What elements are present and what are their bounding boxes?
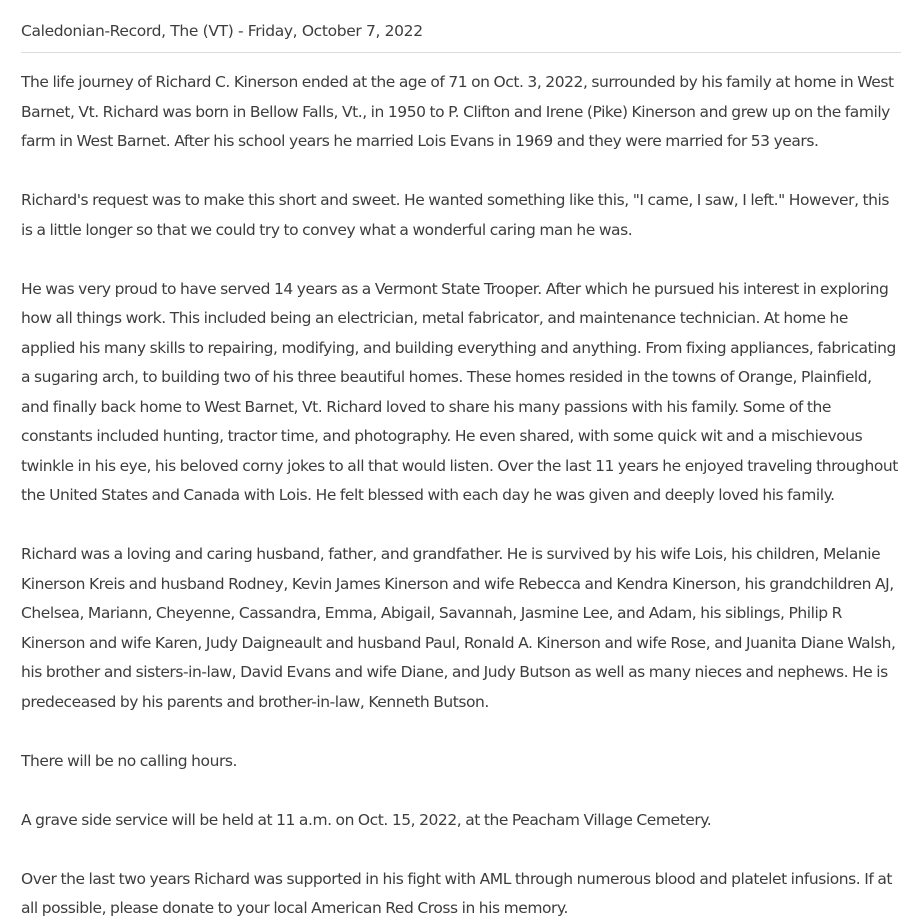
paragraph-service: A grave side service will be held at 11 a.m. on Oct. 15, 2022, at the Peacham Village Cemetery. [21,810,712,829]
obituary-body [21,68,901,924]
publication-header: Caledonian-Record, The (VT) - Friday, October 7, 2022 [21,22,423,40]
header-divider [21,52,901,53]
paragraph-survivors: Richard was a loving and caring husband, father, and grandfather. He is survived by his wife Lois, his children, Melanie Kinerson Kreis and husband Rodney, Kevin James Kinerson and wife Rebecca and Kendra Kinerson, his grandchildren AJ, Chelsea, Mariann, Cheyenne, Cassandra, Emma, Abigail, Savannah, Jasmine Lee, and Adam, his siblings, Philip R Kinerson and wife Karen, Judy Daigneault and husband Paul, Ronald A. Kinerson and wife Rose, and Juanita Diane Walsh, his brother and sisters-in-law, David Evans and wife Diane, and Judy Butson as well as many nieces and nephews. He is predeceased by his parents and brother-in-law, Kenneth Butson. [21,545,896,711]
paragraph-life-journey: The life journey of Richard C. Kinerson ended at the age of 71 on Oct. 3, 2022, surrounded by his family at home in West Barnet, Vt. Richard was born in Bellow Falls, Vt., in 1950 to P. Clifton and Irene (Pike) Kinerson and grew up on the family farm in West Barnet. After his school years he married Lois Evans in 1969 and they were married for 53 years. [21,73,894,150]
paragraph-calling-hours: There will be no calling hours. [21,751,237,770]
paragraph-career: He was very proud to have served 14 years as a Vermont State Trooper. After which he pursued his interest in exploring how all things work. This included being an electrician, metal fabricator, and maintenance technician. At home he applied his many skills to repairing, modifying, and building everything and anything. From fixing appliances, fabricating a sugaring arch, to building two of his three beautiful homes. These homes resided in the towns of Orange, Plainfield, and finally back home to West Barnet, Vt. Richard loved to share his many passions with his family. Some of the constants included hunting, tractor time, and photography. He even shared, with some quick wit and a mischievous twinkle in his eye, his beloved corny jokes to all that would listen. Over the last 11 years he enjoyed traveling throughout the United States and Canada with Lois. He felt blessed with each day he was given and deeply loved his family. [21,279,898,504]
paragraph-request: Richard's request was to make this short and sweet. He wanted something like this, "I came, I saw, I left." However, this is a little longer so that we could try to convey what a wonderful caring man he was. [21,191,890,239]
paragraph-donations: Over the last two years Richard was supported in his fight with AML through numerous blood and platelet infusions. If at all possible, please donate to your local American Red Cross in his memory. [21,869,893,917]
